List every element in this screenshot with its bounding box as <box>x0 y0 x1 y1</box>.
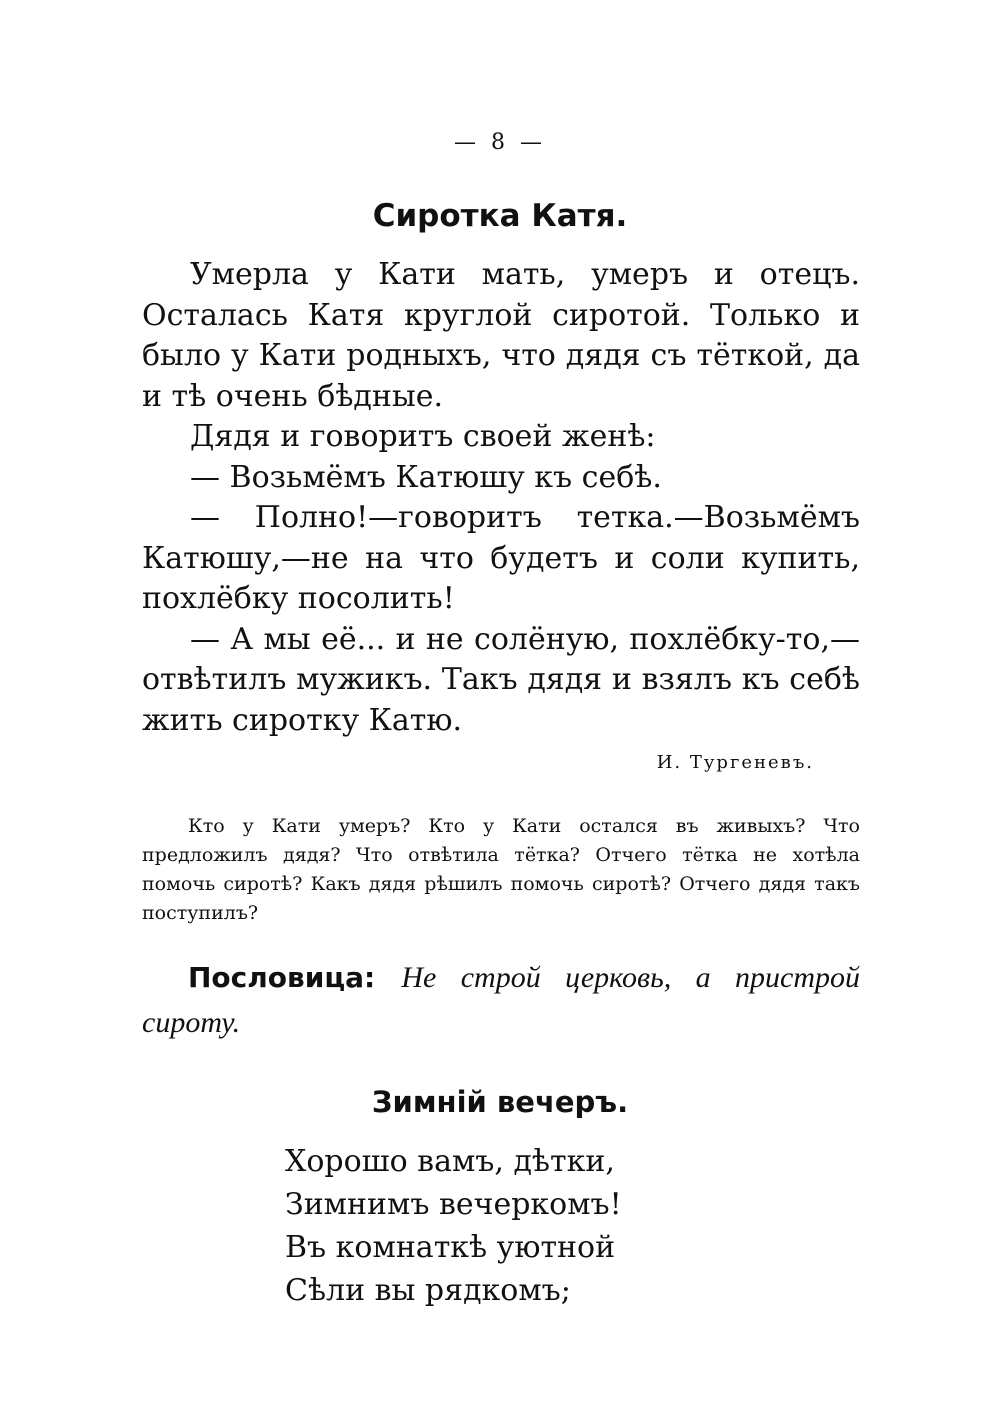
poem-line: Хорошо вамъ, дѣтки, <box>285 1144 615 1179</box>
poem-title: Зимній вечеръ. <box>371 1085 629 1119</box>
story-paragraph: Умерла у Кати мать, умеръ и отецъ. Осталась Катя круглой сиротой. Только и было у Кати родныхъ, что дядя съ тёткой, да и тѣ очень бѣдные. <box>142 257 860 414</box>
poem-line: Зимнимъ вечеркомъ! <box>285 1187 622 1222</box>
story-paragraph: — Полно!—говоритъ тетка.—Возьмёмъ Катюшу,—не на что будетъ и соли купить, похлёбку посолить! <box>142 500 860 616</box>
poem-verse <box>285 1140 622 1312</box>
poem-line: Сѣли вы рядкомъ; <box>285 1273 571 1308</box>
story-paragraph: — А мы её... и не солёную, похлёбку-то,—отвѣтилъ мужикъ. Такъ дядя и взялъ къ себѣ жить сиротку Катю. <box>142 621 860 738</box>
story-title: Сиротка Катя. <box>372 198 628 234</box>
story-author: И. Тургеневъ. <box>656 752 814 773</box>
story-text <box>142 255 860 741</box>
story-paragraph: Дядя и говоритъ своей женѣ: <box>190 419 656 454</box>
proverb-text: Не строй церковь, а пристрой сироту. <box>142 961 860 1039</box>
proverb <box>142 955 860 1045</box>
proverb-label: Пословица: <box>188 961 376 994</box>
page-number: — 8 — <box>454 130 546 155</box>
comprehension-questions: Кто у Кати умеръ? Кто у Кати остался въ живыхъ? Что предложилъ дядя? Что отвѣтила тётка? Отчего тётка не хотѣла помочь сиротѣ? Какъ дядя рѣшилъ помочь сиротѣ? Отчего дядя такъ поступилъ? <box>142 815 860 924</box>
story-paragraph: — Возьмёмъ Катюшу къ себѣ. <box>190 459 662 495</box>
poem-line: Въ комнаткѣ уютной <box>285 1230 616 1265</box>
